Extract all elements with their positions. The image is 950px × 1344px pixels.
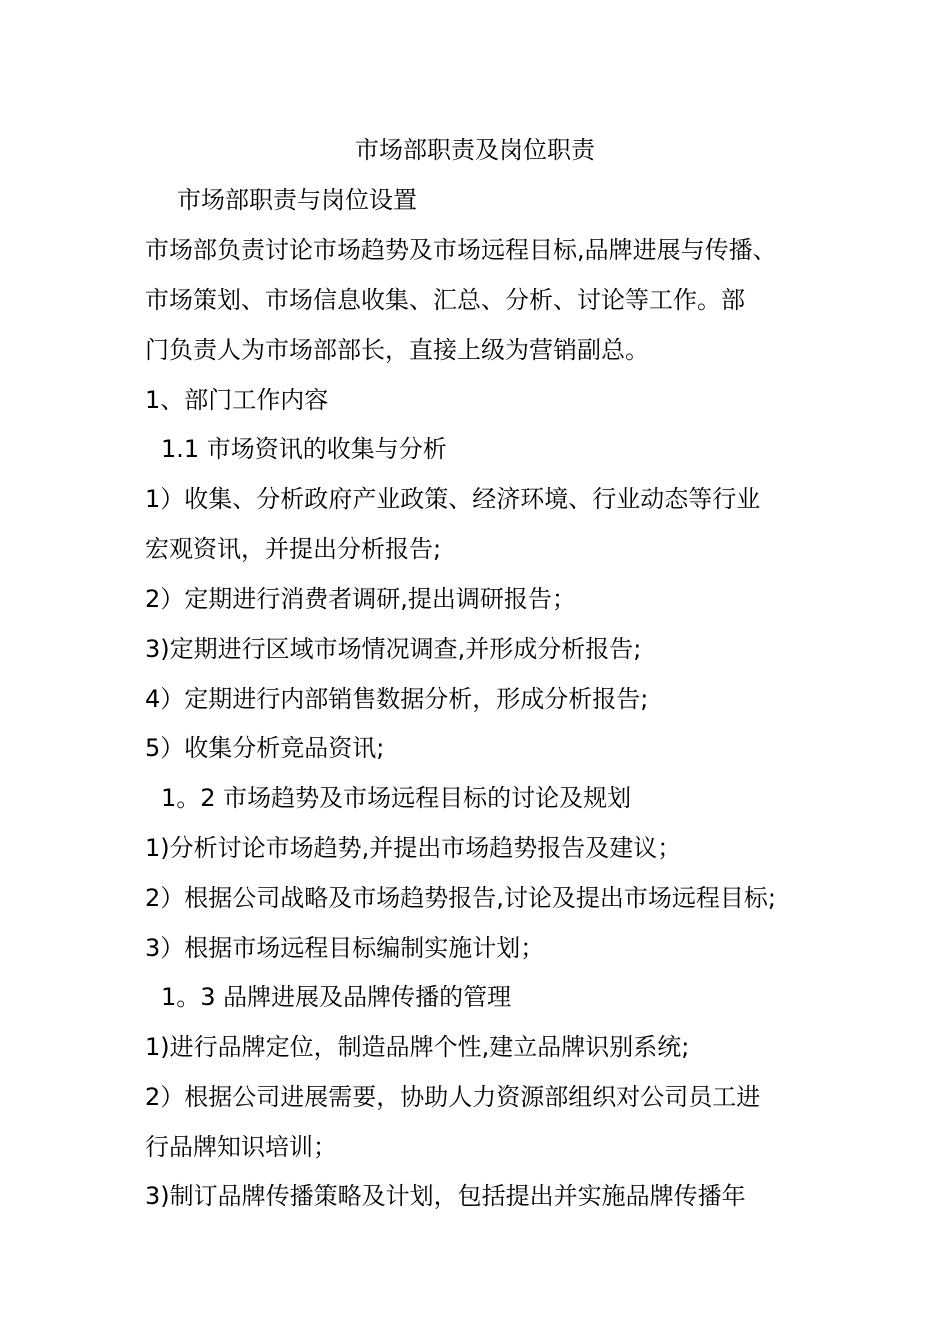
document-title: 市场部职责及岗位职责 [355,136,595,164]
subsection-heading: 1.1 市场资讯的收集与分析 [161,435,447,463]
list-item: 3)定期进行区域市场情况调查,并形成分析报告; [145,635,642,663]
list-item: 3)制订品牌传播策略及计划，包括提出并实施品牌传播年 [145,1182,746,1210]
section-heading: 市场部职责与岗位设置 [177,186,417,214]
list-item-continuation: 宏观资讯，并提出分析报告; [145,535,442,563]
list-item: 3）根据市场远程目标编制实施计划； [145,934,545,962]
list-item: 2）根据公司战略及市场趋势报告,讨论及提出市场远程目标; [145,884,776,912]
list-item-continuation: 行品牌知识培训； [145,1133,337,1161]
list-item: 5）收集分析竞品资讯; [145,734,385,762]
list-item: 1）收集、分析政府产业政策、经济环境、行业动态等行业 [145,485,761,513]
section-heading: 1、部门工作内容 [145,386,329,414]
subsection-heading: 1。3 品牌进展及品牌传播的管理 [161,983,512,1011]
paragraph-line: 市场部负责讨论市场趋势及市场远程目标,品牌进展与传播、 [145,236,777,264]
subsection-heading: 1。2 市场趋势及市场远程目标的讨论及规划 [161,784,632,812]
list-item: 1)进行品牌定位，制造品牌个性,建立品牌识别系统; [145,1033,690,1061]
list-item: 2）定期进行消费者调研,提出调研报告； [145,585,576,613]
paragraph-line: 门负责人为市场部部长，直接上级为营销副总。 [145,336,649,364]
list-item: 2）根据公司进展需要，协助人力资源部组织对公司员工进 [145,1083,761,1111]
paragraph-line: 市场策划、市场信息收集、汇总、分析、讨论等工作。部 [145,286,745,314]
list-item: 4）定期进行内部销售数据分析，形成分析报告; [145,685,649,713]
list-item: 1)分析讨论市场趋势,并提出市场趋势报告及建议； [145,834,682,862]
